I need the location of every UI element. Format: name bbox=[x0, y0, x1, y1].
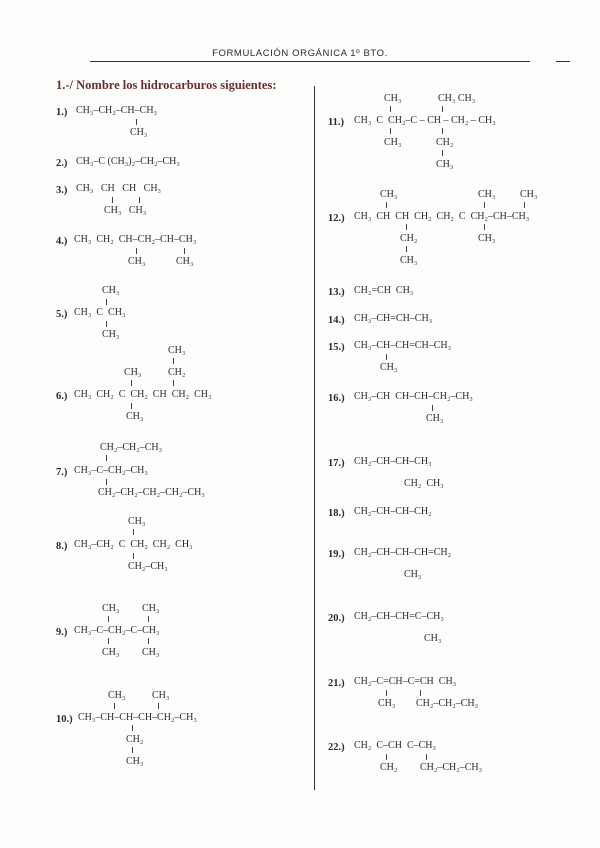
exercise-number: 21.) bbox=[328, 678, 345, 689]
header-rule-end bbox=[556, 61, 570, 62]
header-rule bbox=[90, 61, 530, 62]
formula-main: CH₃ C CH₂–C – CH – CH₂ – CH₃ bbox=[354, 115, 496, 126]
formula-branch: CH₃ bbox=[378, 698, 396, 709]
formula-main: CH₃–C–CH₂–CH₃ bbox=[74, 465, 148, 476]
bond bbox=[420, 690, 421, 696]
formula-branch: CH₃ bbox=[128, 516, 146, 527]
formula-main: CH₃–CH–CH=CH–CH₃ bbox=[354, 340, 452, 351]
page-header: FORMULACIÓN ORGÁNICA 1º BTO. bbox=[212, 48, 388, 59]
formula-branch: CH₂ bbox=[436, 137, 454, 148]
column-divider bbox=[314, 86, 315, 790]
bond bbox=[432, 405, 433, 411]
formula-main: CH₂–CH–CH–CH₂ bbox=[354, 506, 432, 517]
formula-branch: CH₃ bbox=[426, 413, 444, 424]
exercise-number: 3.) bbox=[56, 185, 68, 196]
formula-branch: CH₃ bbox=[152, 690, 170, 701]
formula-branch: CH₂ bbox=[168, 367, 186, 378]
formula-branch: CH₃ bbox=[102, 329, 120, 340]
formula-main: CH₃–CH=CH–CH₃ bbox=[354, 313, 433, 324]
bond bbox=[114, 703, 115, 709]
formula-main: CH₃ CH CH CH₂ CH₂ C CH₂–CH–CH₃ bbox=[354, 211, 530, 222]
formula-branch: CH₂ bbox=[400, 233, 418, 244]
formula-branch: CH₃ bbox=[126, 756, 144, 767]
bond bbox=[386, 690, 387, 696]
formula-branch: CH₃ bbox=[424, 633, 442, 644]
formula-main: CH₃–CH₂ C CH₂ CH₂ CH₃ bbox=[74, 539, 193, 550]
exercise-number: 13.) bbox=[328, 287, 345, 298]
formula-main: CH₂–C=CH–C=CH CH₃ bbox=[354, 676, 457, 687]
formula-branch: CH₃ bbox=[384, 93, 402, 104]
exercise-number: 22.) bbox=[328, 742, 345, 753]
bond bbox=[132, 747, 133, 753]
exercise-number: 11.) bbox=[328, 117, 345, 128]
bond bbox=[108, 616, 109, 622]
bond bbox=[106, 479, 107, 485]
formula-branch: CH₃ CH₃ bbox=[104, 205, 147, 216]
formula-main: CH₃–C–CH₂–C–CH₃ bbox=[74, 625, 160, 636]
formula-branch: CH₃ bbox=[380, 362, 398, 373]
bond bbox=[386, 354, 387, 360]
bond bbox=[136, 119, 137, 125]
exercise-number: 20.) bbox=[328, 613, 345, 624]
formula-branch: CH₃ bbox=[380, 189, 398, 200]
exercise-number: 10.) bbox=[56, 714, 73, 725]
exercise-number: 2.) bbox=[56, 158, 68, 169]
formula-main: CH₃–C (CH₃)₂–CH₂–CH₃ bbox=[76, 156, 180, 167]
formula-main: CH₃ CH₂ C CH₂ CH CH₂ CH₃ bbox=[74, 389, 212, 400]
bond bbox=[148, 638, 149, 644]
formula-branch: CH₂–CH₂–CH₃ bbox=[416, 698, 479, 709]
bond bbox=[184, 248, 185, 254]
bond bbox=[139, 197, 140, 203]
formula-main: CH₃ C CH₃ bbox=[74, 307, 126, 318]
formula-branch: CH₃ bbox=[384, 137, 402, 148]
formula-main: CH₂=CH CH₃ bbox=[354, 285, 414, 296]
bond bbox=[426, 754, 427, 760]
formula-branch: CH₂–CH₂–CH₃ bbox=[420, 762, 483, 773]
formula-branch: CH₃ bbox=[102, 647, 120, 658]
formula-branch: CH₂ bbox=[126, 734, 144, 745]
formula-branch: CH₃ bbox=[142, 603, 160, 614]
formula-branch: CH₃ bbox=[478, 189, 496, 200]
bond bbox=[112, 197, 113, 203]
bond bbox=[524, 202, 525, 208]
bond bbox=[386, 754, 387, 760]
bond bbox=[133, 529, 134, 535]
formula-main: CH₃ CH CH CH₃ bbox=[76, 183, 162, 194]
formula-branch: CH₃ bbox=[102, 603, 120, 614]
bond bbox=[173, 380, 174, 386]
bond bbox=[106, 321, 107, 327]
exercise-number: 7.) bbox=[56, 467, 68, 478]
exercise-number: 9.) bbox=[56, 627, 68, 638]
formula-branch: CH₂–CH₂–CH₃ bbox=[100, 442, 163, 453]
bond bbox=[106, 299, 107, 305]
bond bbox=[442, 106, 443, 112]
formula-branch: CH₃ bbox=[168, 345, 186, 356]
bond bbox=[390, 128, 391, 134]
formula-branch: CH₂ bbox=[380, 762, 398, 773]
exercise-number: 5.) bbox=[56, 309, 68, 320]
bond bbox=[106, 455, 107, 461]
bond bbox=[132, 725, 133, 731]
formula-branch: CH₂ CH₃ bbox=[404, 478, 444, 489]
exercise-number: 15.) bbox=[328, 342, 345, 353]
exercise-number: 19.) bbox=[328, 549, 345, 560]
formula-main: CH₂–CH–CH=C–CH₃ bbox=[354, 611, 444, 622]
formula-main: CH₂–CH–CH–CH=CH₂ bbox=[354, 547, 452, 558]
bond bbox=[133, 553, 134, 559]
exercise-number: 4.) bbox=[56, 236, 68, 247]
bond bbox=[131, 380, 132, 386]
bond bbox=[108, 638, 109, 644]
exercise-number: 18.) bbox=[328, 508, 345, 519]
bond bbox=[390, 106, 391, 112]
exercise-number: 6.) bbox=[56, 391, 68, 402]
formula-branch: CH₃ bbox=[124, 367, 142, 378]
formula-main: CH₃–CH₂–CH–CH₃ bbox=[76, 105, 158, 116]
bond bbox=[386, 202, 387, 208]
formula-branch: CH₃ bbox=[102, 285, 120, 296]
formula-branch: CH₃ bbox=[108, 690, 126, 701]
bond bbox=[442, 128, 443, 134]
formula-branch: CH₃ bbox=[520, 189, 538, 200]
formula-branch: CH₂–CH₃ bbox=[128, 561, 168, 572]
formula-branch: CH₃ bbox=[128, 256, 146, 267]
exercise-number: 8.) bbox=[56, 541, 68, 552]
exercise-number: 17.) bbox=[328, 458, 345, 469]
bond bbox=[406, 246, 407, 252]
formula-main: CH₂–CH–CH–CH₃ bbox=[354, 456, 432, 467]
formula-branch: CH₃ bbox=[176, 256, 194, 267]
bond bbox=[442, 150, 443, 156]
formula-main: CH₃ CH₂ CH–CH₂–CH–CH₃ bbox=[74, 234, 197, 245]
bond bbox=[173, 358, 174, 364]
exercise-number: 12.) bbox=[328, 213, 345, 224]
bond bbox=[484, 202, 485, 208]
formula-branch: CH₃ bbox=[126, 411, 144, 422]
formula-main: CH₃–CH–CH–CH–CH₂–CH₃ bbox=[78, 712, 197, 723]
formula-branch: CH₃ bbox=[404, 569, 422, 580]
exercise-number: 1.) bbox=[56, 107, 68, 118]
formula-branch: CH₃ bbox=[400, 255, 418, 266]
bond bbox=[484, 224, 485, 230]
formula-branch: CH₃ bbox=[130, 127, 148, 138]
formula-branch: CH₃ bbox=[436, 159, 454, 170]
bond bbox=[406, 224, 407, 230]
section-title: 1.-/ Nombre los hidrocarburos siguientes: bbox=[56, 78, 277, 92]
bond bbox=[131, 403, 132, 409]
formula-main: CH₂ C–CH C–CH₃ bbox=[354, 740, 436, 751]
exercise-number: 14.) bbox=[328, 315, 345, 326]
formula-main: CH₃–CH CH–CH–CH₂–CH₃ bbox=[354, 391, 473, 402]
bond bbox=[136, 248, 137, 254]
bond bbox=[158, 703, 159, 709]
formula-branch: CH₃ CH₃ bbox=[438, 93, 476, 104]
exercise-number: 16.) bbox=[328, 393, 345, 404]
formula-branch: CH₃ bbox=[142, 647, 160, 658]
formula-branch: CH₃ bbox=[478, 233, 496, 244]
formula-branch: CH₂–CH₂–CH₂–CH₂–CH₃ bbox=[98, 487, 205, 498]
bond bbox=[148, 616, 149, 622]
